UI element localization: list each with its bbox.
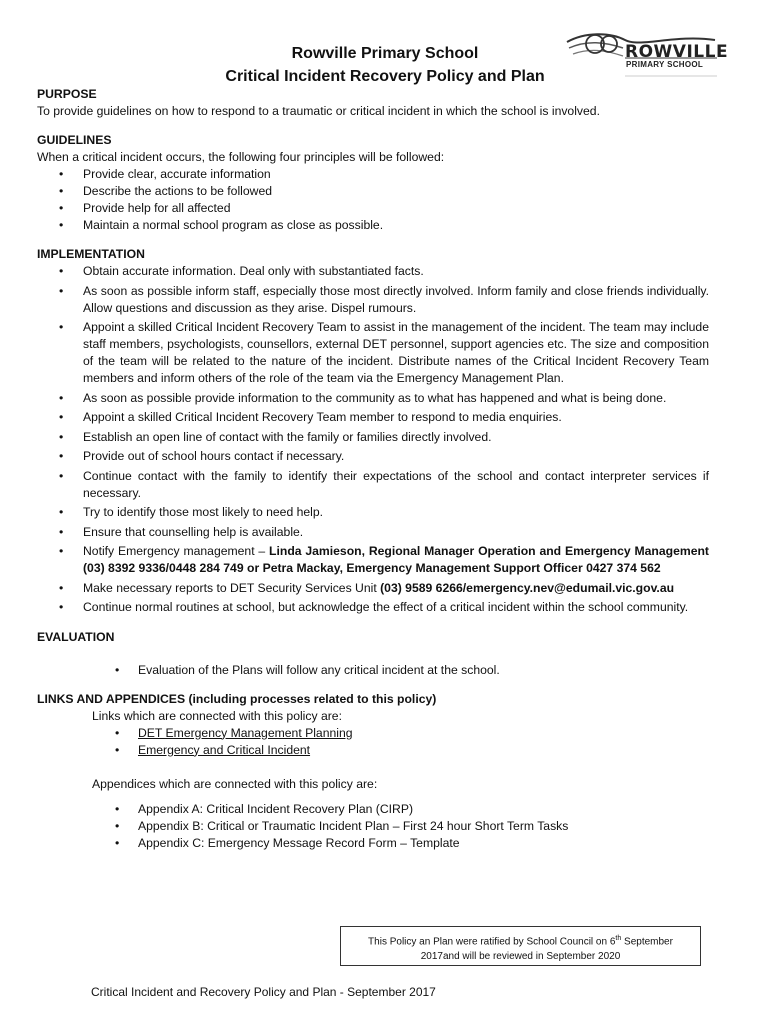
bullet-icon: • — [59, 264, 64, 278]
list-item — [37, 725, 709, 742]
bullet-icon: • — [115, 742, 120, 757]
purpose-heading: PURPOSE — [37, 87, 97, 101]
document-title: Critical Incident Recovery Policy and Plan — [225, 68, 545, 85]
list-item: • Appendix A: Critical Incident Recovery Plan (CIRP) — [115, 801, 414, 816]
list-item: • Appoint a skilled Critical Incident Recovery Team to assist in the management of the incident. The team may include staff members, psychologists, counsellors, external DET personnel, support agencies etc. The size and composition of the team will be related to the nature of the incident. Distribute names of the Critical Incident Recovery Team members and inform others of the role of the team via the Emergency Management Plan. — [59, 320, 709, 385]
links-intro: Links which are connected with this policy are: — [92, 708, 342, 723]
bullet-icon: • — [59, 544, 64, 558]
security-unit-contact: (03) 9589 6266/emergency.nev@edumail.vic.gov.au — [380, 580, 675, 595]
bullet-icon: • — [59, 201, 64, 215]
page-footer: Critical Incident and Recovery Policy and Plan - September 2017 — [91, 985, 436, 999]
bullet-icon: • — [115, 725, 120, 740]
implementation-section — [37, 246, 709, 616]
bullet-icon: • — [59, 449, 64, 463]
list-item-reports: • Make necessary reports to DET Security Services Unit (03) 9589 6266/emergency.nev@edumail.vic.gov.au — [59, 580, 675, 595]
list-item: • Appendix B: Critical or Traumatic Incident Plan – First 24 hour Short Term Tasks — [115, 818, 569, 833]
bullet-icon: • — [59, 429, 64, 444]
bullet-icon: • — [59, 600, 64, 614]
links-heading: LINKS AND APPENDICES (including processes related to this policy) — [37, 691, 437, 706]
list-item: • Appendix C: Emergency Message Record Form – Template — [115, 835, 460, 850]
bullet-icon: • — [115, 662, 120, 677]
list-item-notify: • Notify Emergency management – Linda Jamieson, Regional Manager Operation and Emergency Management (03) 8392 9336/0448 284 749 or Petra Mackay, Emergency Management Support Officer 0427 374 562 — [59, 544, 709, 575]
list-item: • Provide clear, accurate information — [59, 167, 271, 181]
list-item: • Try to identify those most likely to need help. — [59, 505, 324, 519]
list-item: • Provide out of school hours contact if necessary. — [59, 449, 345, 463]
list-item: • Establish an open line of contact with the family or families directly involved. — [59, 429, 492, 444]
guidelines-heading: GUIDELINES — [37, 133, 112, 147]
list-item: • Appoint a skilled Critical Incident Recovery Team member to respond to media enquiries. — [59, 410, 562, 424]
list-item: • Evaluation of the Plans will follow any critical incident at the school. — [115, 662, 500, 677]
link-emergency-critical-incident[interactable]: Emergency and Critical Incident — [138, 742, 311, 757]
evaluation-list — [37, 662, 709, 679]
bullet-icon: • — [115, 818, 120, 833]
school-logo — [565, 28, 729, 80]
title-block — [200, 42, 570, 88]
bullet-icon: • — [59, 524, 64, 539]
bullet-icon: • — [115, 835, 120, 850]
ratification-line-2: 2017and will be reviewed in September 2020 — [420, 951, 621, 963]
list-item: • Provide help for all affected — [59, 201, 231, 215]
bullet-icon: • — [59, 410, 64, 424]
bullet-icon: • — [59, 580, 64, 595]
bullet-icon: • — [59, 468, 64, 483]
logo-name: ROWVILLE — [625, 42, 729, 62]
bullet-icon: • — [59, 167, 64, 181]
list-item — [37, 742, 709, 759]
guidelines-intro: When a critical incident occurs, the following four principles will be followed: — [37, 150, 445, 164]
appendices-intro: Appendices which are connected with this policy are: — [92, 776, 378, 791]
purpose-section — [37, 86, 709, 120]
implementation-list — [37, 263, 709, 616]
purpose-text: To provide guidelines on how to respond to a traumatic or critical incident in which the school is involved. — [37, 104, 600, 118]
ratification-line-1: This Policy an Plan were ratified by School Council on 6th September — [368, 935, 673, 948]
links-list — [37, 725, 709, 759]
school-title: Rowville Primary School — [291, 45, 479, 62]
list-item: • Describe the actions to be followed — [59, 184, 273, 198]
link-det-emergency-planning[interactable]: DET Emergency Management Planning — [138, 725, 353, 740]
bullet-icon: • — [115, 801, 120, 816]
evaluation-section — [37, 629, 709, 679]
list-item: • Continue contact with the family to identify their expectations of the school and contact interpreter services if necessary. — [59, 468, 709, 500]
document-body — [37, 86, 709, 852]
links-section — [37, 691, 709, 852]
implementation-heading: IMPLEMENTATION — [37, 247, 145, 261]
guidelines-list — [37, 166, 709, 234]
list-item: • Ensure that counselling help is available. — [59, 524, 304, 539]
emergency-contacts: Linda Jamieson, Regional Manager Operation and Emergency Management (03) 8392 9336/0448 284 749 or Petra Mackay, Emergency Management Support Officer 0427 374 562 — [83, 544, 709, 575]
bullet-icon: • — [59, 505, 64, 519]
list-item: • Continue normal routines at school, but acknowledge the effect of a critical incident within the school community. — [59, 600, 689, 614]
bullet-icon: • — [59, 390, 64, 405]
evaluation-heading: EVALUATION — [37, 629, 115, 644]
bullet-icon: • — [59, 184, 64, 198]
list-item: • As soon as possible inform staff, especially those most directly involved. Inform family and close friends individually. Allow questions and discussion as they arise. Dispel rumours. — [59, 283, 709, 315]
list-item: • Obtain accurate information. Deal only with substantiated facts. — [59, 264, 424, 278]
bullet-icon: • — [59, 283, 64, 298]
appendices-list — [37, 801, 709, 852]
guidelines-section — [37, 132, 709, 234]
list-item: • As soon as possible provide information to the community as to what has happened and what is being done. — [59, 390, 667, 405]
logo-subname: PRIMARY SCHOOL — [626, 60, 704, 69]
bullet-icon: • — [59, 320, 64, 334]
bullet-icon: • — [59, 218, 64, 232]
ratification-note — [340, 926, 701, 966]
list-item: • Maintain a normal school program as close as possible. — [59, 218, 384, 232]
